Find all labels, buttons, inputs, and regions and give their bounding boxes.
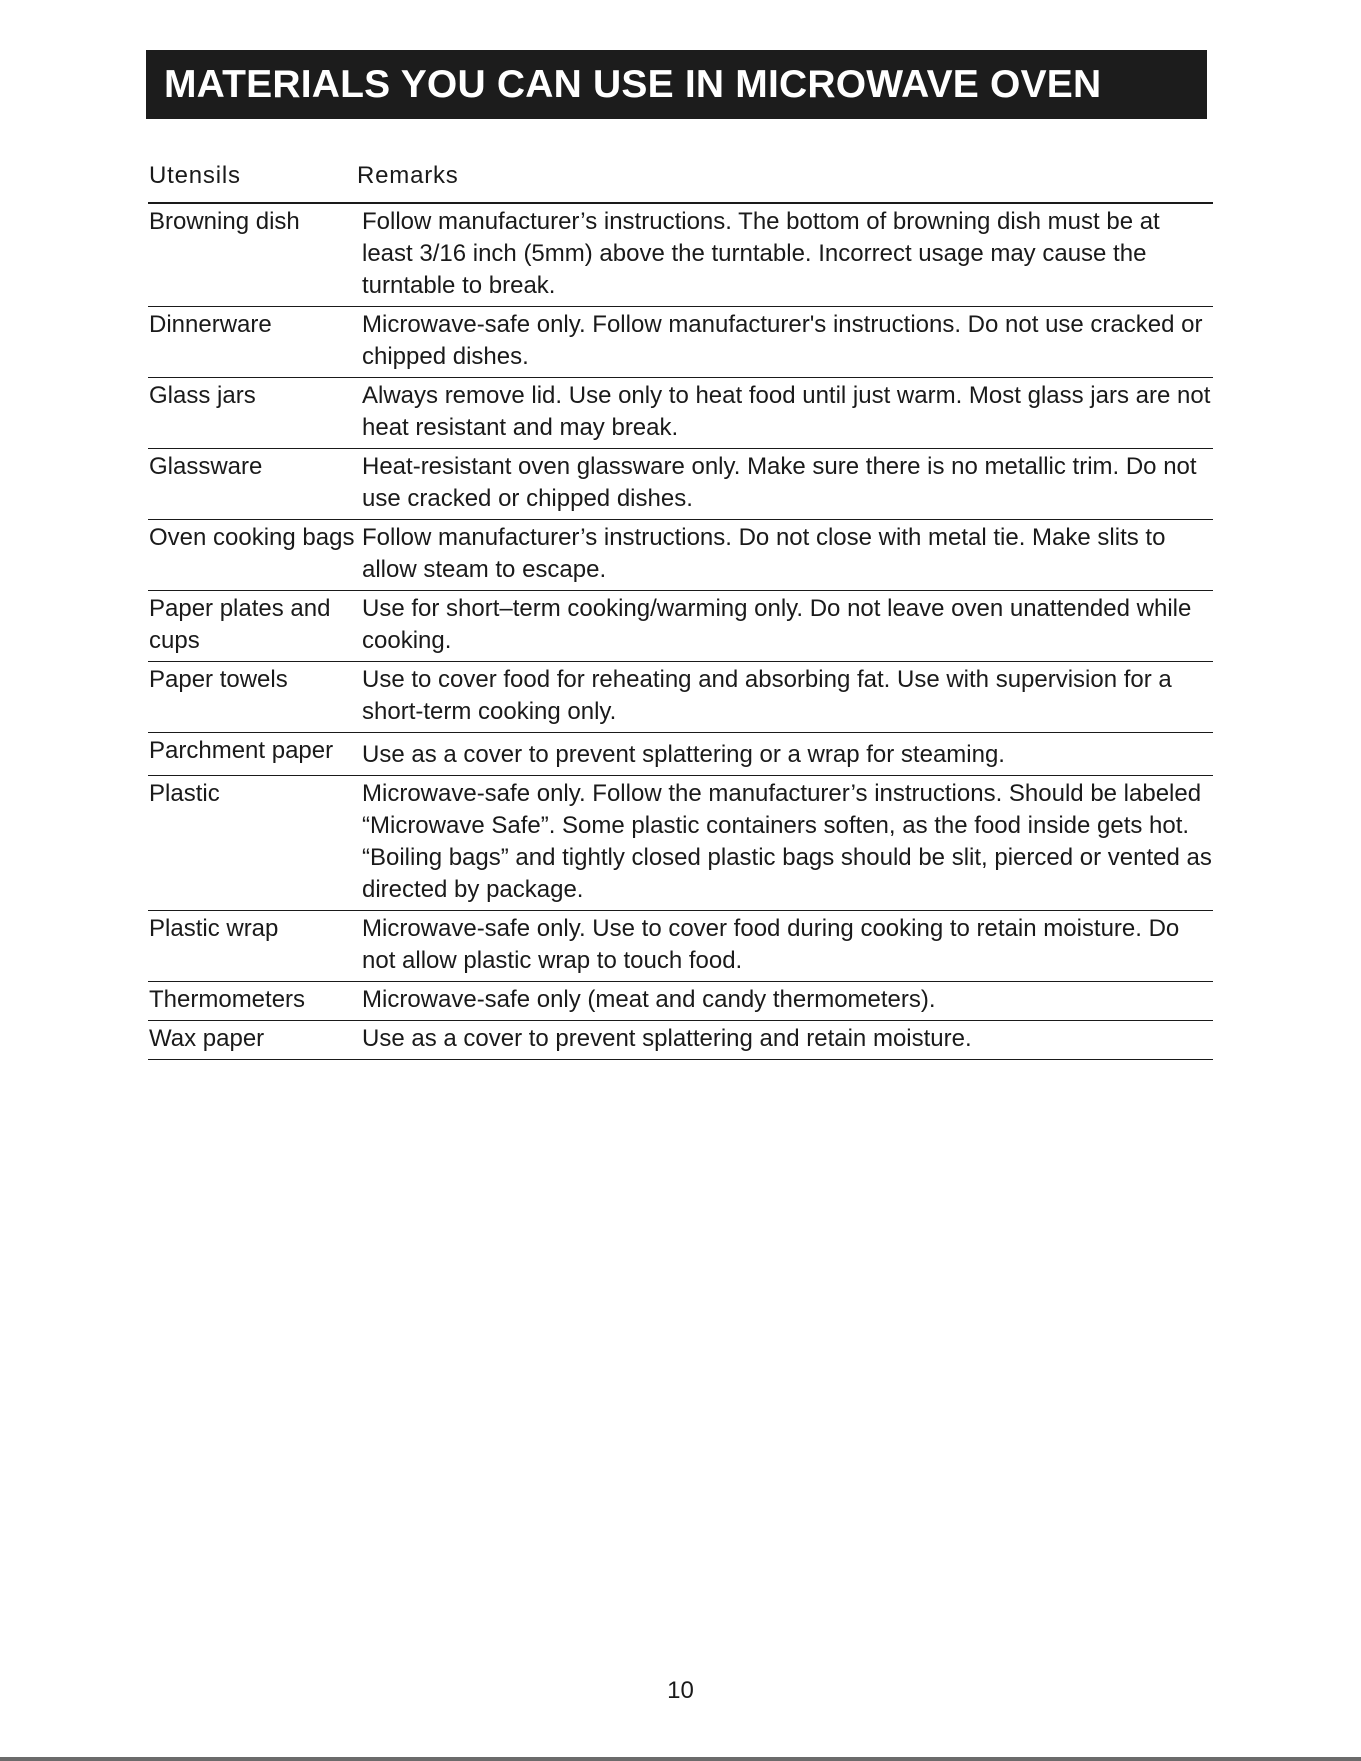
column-header-remarks: Remarks — [357, 162, 459, 189]
table-row — [148, 911, 1213, 982]
table-row — [148, 307, 1213, 378]
column-header-utensils: Utensils — [149, 162, 241, 189]
table-row — [148, 1021, 1213, 1060]
remark-cell: Microwave-safe only. Use to cover food during cooking to retain moisture. Do not allow plastic wrap to touch food. — [362, 915, 1180, 974]
table-header — [148, 162, 1213, 200]
table-row — [148, 449, 1213, 520]
table-row — [148, 378, 1213, 449]
remark-cell: Use as a cover to prevent splattering or a wrap for steaming. — [362, 741, 1005, 768]
utensil-cell: Browning dish — [149, 208, 300, 235]
materials-table — [148, 204, 1213, 1060]
utensil-cell: Paper towels — [149, 666, 288, 693]
utensil-cell: Parchment paper — [149, 737, 334, 764]
table-row — [148, 591, 1213, 662]
table-row — [148, 776, 1213, 911]
utensil-cell: Wax paper — [149, 1025, 265, 1052]
remark-cell: Use as a cover to prevent splattering and retain moisture. — [362, 1025, 972, 1052]
utensil-cell: Plastic wrap — [149, 915, 279, 942]
remark-cell: Microwave-safe only (meat and candy thermometers). — [362, 986, 936, 1013]
remark-cell: Microwave-safe only. Follow the manufacturer’s instructions. Should be labeled “Microwave Safe”. Some plastic containers soften, as the food inside gets hot. “Boiling bags” and tightly closed plastic bags should be slit, pierced or vented as directed by package. — [362, 780, 1212, 903]
utensil-cell: Paper plates and cups — [149, 595, 331, 654]
table-row — [148, 982, 1213, 1021]
utensil-cell: Glass jars — [149, 382, 256, 409]
page-title: MATERIALS YOU CAN USE IN MICROWAVE OVEN — [164, 62, 1102, 106]
table-row — [148, 520, 1213, 591]
page-bottom-edge — [0, 1757, 1361, 1761]
table-row — [148, 662, 1213, 733]
page-number: 10 — [667, 1677, 694, 1704]
utensil-cell: Glassware — [149, 453, 263, 480]
remark-cell: Always remove lid. Use only to heat food until just warm. Most glass jars are not heat resistant and may break. — [362, 382, 1211, 441]
remark-cell: Heat-resistant oven glassware only. Make sure there is no metallic trim. Do not use cracked or chipped dishes. — [362, 453, 1197, 512]
utensil-cell: Oven cooking bags — [149, 524, 355, 551]
title-banner — [146, 50, 1207, 119]
utensil-cell: Thermometers — [149, 986, 306, 1013]
utensil-cell: Dinnerware — [149, 311, 272, 338]
remark-cell: Follow manufacturer’s instructions. Do not close with metal tie. Make slits to allow steam to escape. — [362, 524, 1166, 583]
remark-cell: Microwave-safe only. Follow manufacturer's instructions. Do not use cracked or chipped dishes. — [362, 311, 1203, 370]
table-row — [148, 733, 1213, 776]
remark-cell: Use to cover food for reheating and absorbing fat. Use with supervision for a short-term cooking only. — [362, 666, 1172, 725]
table-row — [148, 204, 1213, 307]
remark-cell: Use for short–term cooking/warming only. Do not leave oven unattended while cooking. — [362, 595, 1192, 654]
remark-cell: Follow manufacturer’s instructions. The bottom of browning dish must be at least 3/16 inch (5mm) above the turntable. Incorrect usage may cause the turntable to break. — [362, 208, 1160, 299]
utensil-cell: Plastic — [149, 780, 220, 807]
